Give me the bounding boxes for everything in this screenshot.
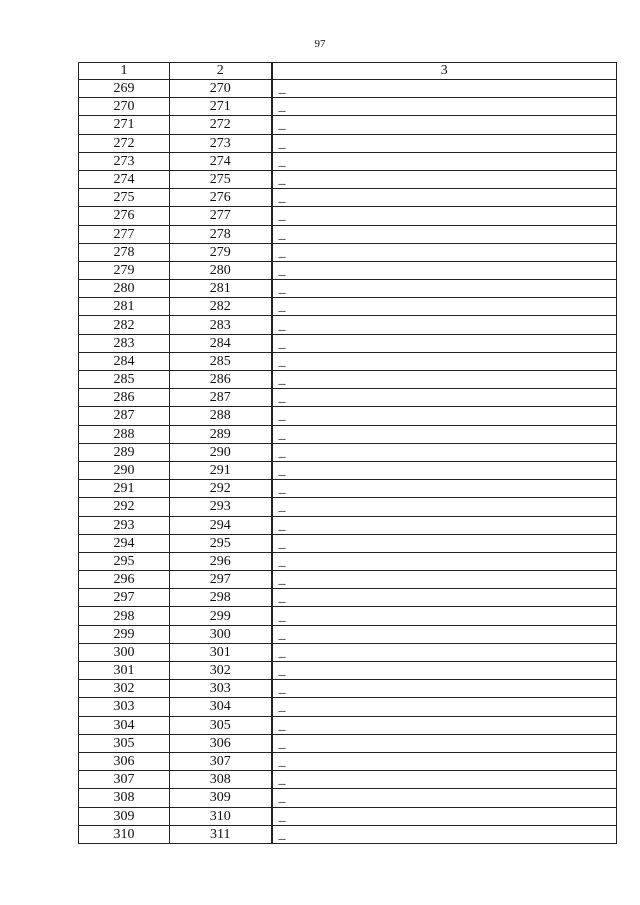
table-cell-col-3: _: [272, 407, 617, 425]
table-row: [79, 225, 617, 243]
table-row: [79, 389, 617, 407]
table-cell-col-2: 311: [170, 825, 272, 843]
table-cell-col-1: 305: [79, 734, 170, 752]
table-cell-col-3: _: [272, 243, 617, 261]
table-cell-col-2: 289: [170, 425, 272, 443]
table-cell-col-1: 286: [79, 389, 170, 407]
table-cell-col-3: _: [272, 316, 617, 334]
table-row: [79, 498, 617, 516]
table-cell-col-1: 300: [79, 643, 170, 661]
table-cell-col-3: _: [272, 280, 617, 298]
table-row: [79, 625, 617, 643]
table-cell-col-2: 288: [170, 407, 272, 425]
table-cell-col-2: 298: [170, 589, 272, 607]
table-cell-col-2: 272: [170, 116, 272, 134]
data-table: [78, 62, 617, 844]
table-cell-col-1: 309: [79, 807, 170, 825]
table-row: [79, 243, 617, 261]
table-cell-col-2: 303: [170, 680, 272, 698]
table-cell-col-3: _: [272, 825, 617, 843]
table-cell-col-1: 299: [79, 625, 170, 643]
table-cell-col-1: 287: [79, 407, 170, 425]
table-cell-col-1: 281: [79, 298, 170, 316]
table-row: [79, 752, 617, 770]
table-row: [79, 716, 617, 734]
table-cell-col-3: _: [272, 480, 617, 498]
table-cell-col-2: 275: [170, 170, 272, 188]
table-cell-col-1: 276: [79, 207, 170, 225]
table-cell-col-1: 292: [79, 498, 170, 516]
table-cell-col-2: 305: [170, 716, 272, 734]
table-cell-col-3: _: [272, 80, 617, 98]
table-row: [79, 152, 617, 170]
table-cell-col-2: 273: [170, 134, 272, 152]
table-cell-col-3: _: [272, 698, 617, 716]
table-cell-col-3: _: [272, 680, 617, 698]
column-header-2: 2: [170, 63, 272, 80]
table-cell-col-2: 304: [170, 698, 272, 716]
table-cell-col-3: _: [272, 298, 617, 316]
table-cell-col-2: 296: [170, 552, 272, 570]
page-number: 97: [314, 38, 326, 50]
table-cell-col-1: 272: [79, 134, 170, 152]
table-cell-col-2: 280: [170, 261, 272, 279]
table-cell-col-1: 302: [79, 680, 170, 698]
table-cell-col-1: 275: [79, 189, 170, 207]
table-cell-col-2: 309: [170, 789, 272, 807]
table-cell-col-1: 303: [79, 698, 170, 716]
table-cell-col-1: 271: [79, 116, 170, 134]
table-row: [79, 643, 617, 661]
table-cell-col-2: 299: [170, 607, 272, 625]
table-cell-col-1: 293: [79, 516, 170, 534]
table-cell-col-2: 282: [170, 298, 272, 316]
table-cell-col-2: 270: [170, 80, 272, 98]
table-cell-col-2: 281: [170, 280, 272, 298]
table-cell-col-3: _: [272, 352, 617, 370]
table-row: [79, 298, 617, 316]
table-cell-col-3: _: [272, 189, 617, 207]
table-cell-col-2: 274: [170, 152, 272, 170]
table-row: [79, 134, 617, 152]
table-cell-col-2: 278: [170, 225, 272, 243]
table-cell-col-1: 307: [79, 771, 170, 789]
table-cell-col-2: 287: [170, 389, 272, 407]
table-cell-col-3: _: [272, 734, 617, 752]
table-row: [79, 334, 617, 352]
table-row: [79, 443, 617, 461]
table-cell-col-1: 289: [79, 443, 170, 461]
table-row: [79, 607, 617, 625]
table-cell-col-3: _: [272, 371, 617, 389]
table-cell-col-1: 274: [79, 170, 170, 188]
table-cell-col-2: 300: [170, 625, 272, 643]
table-cell-col-3: _: [272, 771, 617, 789]
table-cell-col-1: 288: [79, 425, 170, 443]
table-row: [79, 534, 617, 552]
table-cell-col-3: _: [272, 752, 617, 770]
table-row: [79, 425, 617, 443]
table-row: [79, 407, 617, 425]
table-cell-col-3: _: [272, 789, 617, 807]
table-cell-col-1: 310: [79, 825, 170, 843]
table-cell-col-3: _: [272, 443, 617, 461]
table-cell-col-2: 271: [170, 98, 272, 116]
table-cell-col-1: 269: [79, 80, 170, 98]
table-cell-col-3: _: [272, 152, 617, 170]
table-cell-col-3: _: [272, 170, 617, 188]
table-cell-col-1: 298: [79, 607, 170, 625]
table-cell-col-3: _: [272, 716, 617, 734]
table-cell-col-2: 286: [170, 371, 272, 389]
table-row: [79, 807, 617, 825]
table-cell-col-1: 294: [79, 534, 170, 552]
table-cell-col-3: _: [272, 498, 617, 516]
table-cell-col-3: _: [272, 571, 617, 589]
table-cell-col-2: 290: [170, 443, 272, 461]
table-row: [79, 116, 617, 134]
table-row: [79, 261, 617, 279]
table-row: [79, 371, 617, 389]
table-cell-col-2: 284: [170, 334, 272, 352]
table-row: [79, 170, 617, 188]
table-cell-col-1: 308: [79, 789, 170, 807]
table-cell-col-1: 291: [79, 480, 170, 498]
table-cell-col-1: 290: [79, 461, 170, 479]
table-cell-col-1: 278: [79, 243, 170, 261]
table-row: [79, 698, 617, 716]
table-cell-col-1: 285: [79, 371, 170, 389]
table-cell-col-3: _: [272, 207, 617, 225]
table-row: [79, 189, 617, 207]
table-cell-col-1: 284: [79, 352, 170, 370]
table-cell-col-2: 306: [170, 734, 272, 752]
table-row: [79, 207, 617, 225]
table-row: [79, 680, 617, 698]
table-cell-col-1: 280: [79, 280, 170, 298]
table-cell-col-1: 296: [79, 571, 170, 589]
table-row: [79, 789, 617, 807]
table-cell-col-3: _: [272, 643, 617, 661]
column-header-3: 3: [272, 63, 617, 80]
table-cell-col-3: _: [272, 807, 617, 825]
table-cell-col-3: _: [272, 534, 617, 552]
table-row: [79, 461, 617, 479]
table-cell-col-3: _: [272, 225, 617, 243]
table-cell-col-3: _: [272, 662, 617, 680]
table-cell-col-1: 297: [79, 589, 170, 607]
table-cell-col-1: 279: [79, 261, 170, 279]
table-cell-col-1: 295: [79, 552, 170, 570]
table-cell-col-1: 277: [79, 225, 170, 243]
table-cell-col-3: _: [272, 607, 617, 625]
table-row: [79, 662, 617, 680]
table-cell-col-3: _: [272, 334, 617, 352]
table-row: [79, 825, 617, 843]
table-body: [79, 80, 617, 844]
column-header-1: 1: [79, 63, 170, 80]
table-row: [79, 80, 617, 98]
table-cell-col-2: 291: [170, 461, 272, 479]
table-row: [79, 771, 617, 789]
table-cell-col-3: _: [272, 261, 617, 279]
table-cell-col-3: _: [272, 552, 617, 570]
table-header-row: [79, 63, 617, 80]
table-cell-col-3: _: [272, 425, 617, 443]
table-row: [79, 280, 617, 298]
table-cell-col-1: 304: [79, 716, 170, 734]
table-cell-col-1: 301: [79, 662, 170, 680]
table-cell-col-3: _: [272, 589, 617, 607]
table-cell-col-3: _: [272, 389, 617, 407]
table-cell-col-2: 307: [170, 752, 272, 770]
table-cell-col-1: 273: [79, 152, 170, 170]
table-cell-col-2: 293: [170, 498, 272, 516]
table-row: [79, 589, 617, 607]
table-cell-col-1: 270: [79, 98, 170, 116]
table-cell-col-3: _: [272, 625, 617, 643]
table-row: [79, 571, 617, 589]
table-cell-col-2: 301: [170, 643, 272, 661]
table-cell-col-2: 302: [170, 662, 272, 680]
table-cell-col-2: 308: [170, 771, 272, 789]
table-cell-col-2: 283: [170, 316, 272, 334]
table-cell-col-3: _: [272, 116, 617, 134]
table-cell-col-1: 306: [79, 752, 170, 770]
table-row: [79, 480, 617, 498]
table-cell-col-3: _: [272, 98, 617, 116]
table-row: [79, 552, 617, 570]
table-cell-col-2: 277: [170, 207, 272, 225]
table-cell-col-3: _: [272, 516, 617, 534]
table-cell-col-2: 279: [170, 243, 272, 261]
table-cell-col-2: 292: [170, 480, 272, 498]
table-row: [79, 516, 617, 534]
table-cell-col-1: 282: [79, 316, 170, 334]
table-cell-col-2: 294: [170, 516, 272, 534]
table-cell-col-2: 285: [170, 352, 272, 370]
table-cell-col-2: 310: [170, 807, 272, 825]
table-cell-col-3: _: [272, 461, 617, 479]
table-row: [79, 734, 617, 752]
table-row: [79, 98, 617, 116]
table-cell-col-2: 295: [170, 534, 272, 552]
table-cell-col-2: 276: [170, 189, 272, 207]
table-cell-col-1: 283: [79, 334, 170, 352]
table-row: [79, 352, 617, 370]
table-cell-col-3: _: [272, 134, 617, 152]
table-row: [79, 316, 617, 334]
table-cell-col-2: 297: [170, 571, 272, 589]
